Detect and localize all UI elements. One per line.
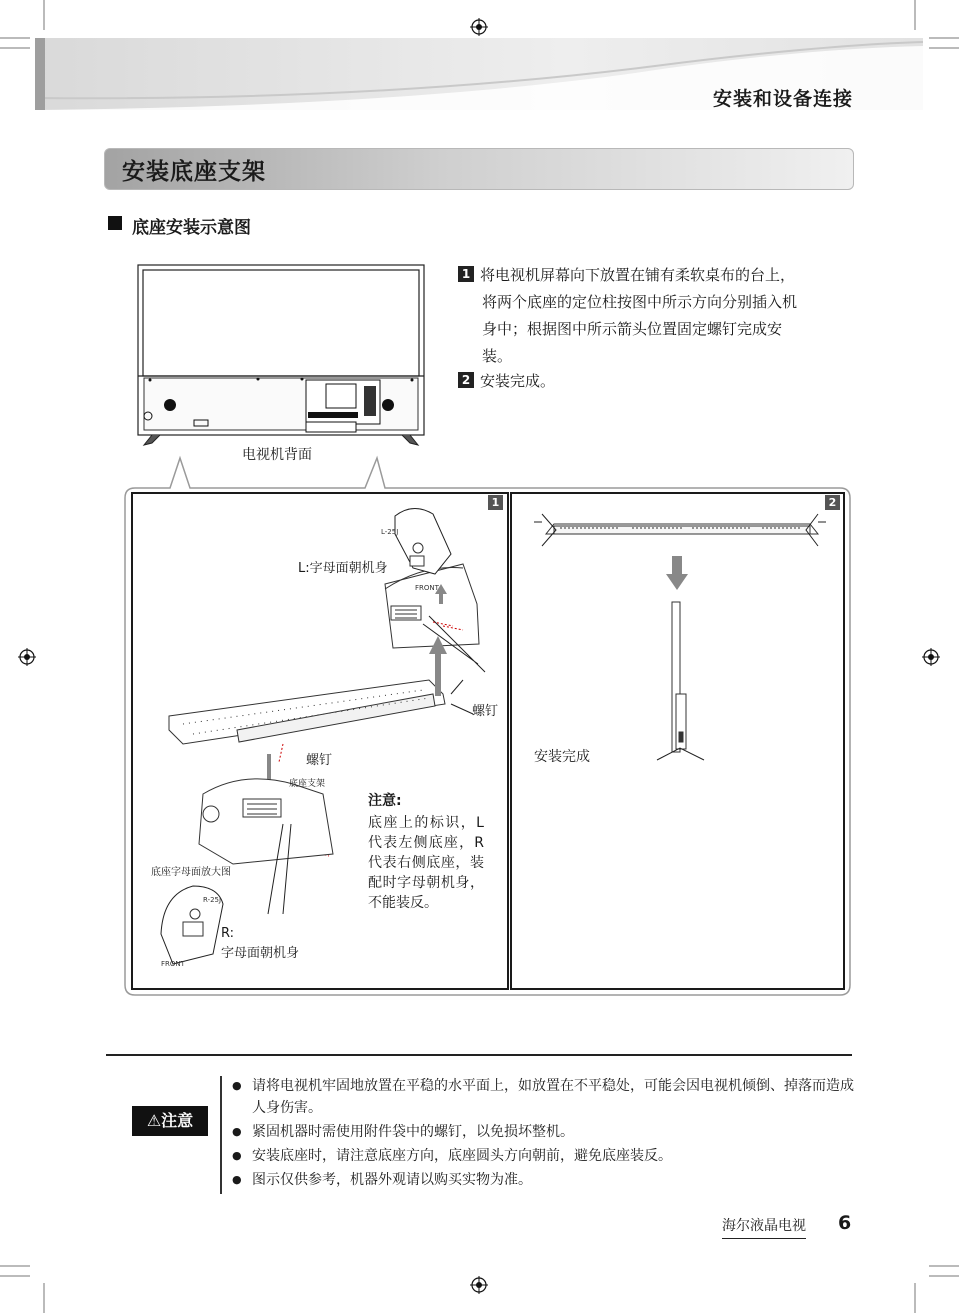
panel-2-drawing bbox=[512, 494, 839, 984]
stand-text-front: FRONT bbox=[415, 584, 439, 592]
footer-brand: 海尔液晶电视 bbox=[722, 1215, 806, 1239]
registration-mark-top bbox=[470, 18, 488, 36]
warning-bar bbox=[220, 1076, 222, 1194]
divider bbox=[106, 1054, 852, 1056]
stand-text-front: FRONT bbox=[161, 960, 185, 968]
step-line: 将电视机屏幕向下放置在铺有柔软桌布的台上， bbox=[480, 266, 796, 284]
note-body: 底座上的标识，L代表左侧底座，R代表右侧底座，装配时字母朝机身，不能装反。 bbox=[368, 815, 484, 911]
header-title: 安装和设备连接 bbox=[712, 88, 853, 110]
step-line: 身中；根据图中所示箭头位置固定螺钉完成安 bbox=[482, 320, 783, 338]
bullet-square bbox=[108, 216, 122, 230]
label-r: R: bbox=[221, 926, 235, 941]
panel-1-badge: 1 bbox=[488, 495, 503, 510]
registration-mark-bottom bbox=[470, 1276, 488, 1294]
page-number: 6 bbox=[838, 1212, 852, 1234]
stand-text-l: L-25J bbox=[381, 528, 399, 536]
speaker-icon bbox=[164, 399, 176, 411]
subsection-title: 底座安装示意图 bbox=[132, 218, 251, 238]
registration-mark-right bbox=[922, 648, 940, 666]
label-l: L:字母面朝机身 bbox=[298, 561, 388, 576]
label-done: 安装完成 bbox=[534, 749, 590, 765]
tv-back-label: 电视机背面 bbox=[242, 447, 312, 463]
step-number: 2 bbox=[458, 372, 474, 388]
warning-list bbox=[230, 1075, 855, 1193]
panel-2-badge: 2 bbox=[825, 495, 840, 510]
list-item: ● 安装底座时，请注意底座方向，底座圆头方向朝前，避免底座装反。 bbox=[230, 1145, 855, 1167]
registration-mark-left bbox=[18, 648, 36, 666]
step-number: 1 bbox=[458, 266, 474, 282]
step-1 bbox=[458, 262, 850, 370]
label-screw-left: 螺钉 bbox=[306, 753, 333, 768]
step-line: 将两个底座的定位柱按图中所示方向分别插入机 bbox=[482, 293, 798, 311]
label-stand: 底座支架 bbox=[289, 779, 326, 789]
list-item: ● 请将电视机牢固地放置在平稳的水平面上，如放置在不平稳处，可能会因电视机倾倒、掉落而造成人身伤害。 bbox=[230, 1075, 855, 1119]
list-item: ● 图示仅供参考，机器外观请以购买实物为准。 bbox=[230, 1169, 855, 1191]
tv-back-illustration bbox=[130, 260, 430, 450]
step-2 bbox=[458, 368, 850, 395]
label-screw-right: 螺钉 bbox=[472, 704, 499, 719]
section-title: 安装底座支架 bbox=[122, 159, 266, 185]
step-line: 装。 bbox=[482, 347, 513, 365]
step-line: 安装完成。 bbox=[480, 372, 556, 390]
label-r-desc: 字母面朝机身 bbox=[221, 946, 300, 961]
speaker-icon bbox=[382, 399, 394, 411]
stand-text-r: R-25J bbox=[203, 896, 222, 904]
label-enlarged: 底座字母面放大图 bbox=[151, 867, 231, 878]
warning-badge: ⚠注意 bbox=[132, 1106, 208, 1136]
list-item: ● 紧固机器时需使用附件袋中的螺钉，以免损坏整机。 bbox=[230, 1121, 855, 1143]
note-title: 注意: bbox=[368, 793, 402, 809]
